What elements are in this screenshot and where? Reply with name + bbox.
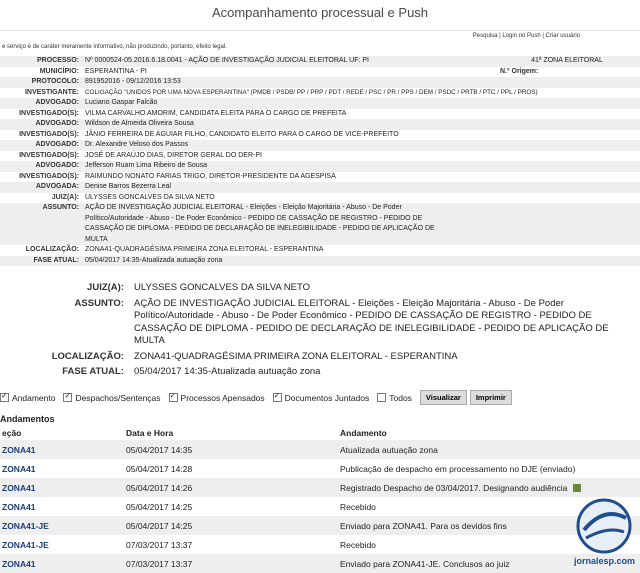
- row-andamento: Registrado Despacho de 03/04/2017. Designando audiência: [338, 478, 640, 497]
- row-data: 07/03/2017 13:37: [126, 539, 193, 550]
- row-processo: [0, 56, 640, 67]
- checkbox-documentos-juntados[interactable]: [273, 393, 282, 402]
- visualizar-button[interactable]: Visualizar: [420, 390, 467, 405]
- zoom-row-assunto: [0, 298, 640, 348]
- row-party: [0, 172, 640, 183]
- table-row: [0, 440, 640, 459]
- row-party: [0, 140, 640, 151]
- col-data: Data e Hora: [126, 428, 174, 438]
- zoom-fase-label: FASE ATUAL:: [62, 366, 124, 377]
- zoom-row-fase: [0, 366, 640, 379]
- checkbox-todos[interactable]: [377, 393, 386, 402]
- row-localizacao: [0, 245, 640, 256]
- filter-label: Documentos Juntados: [284, 392, 370, 403]
- processo-label: PROCESSO:: [0, 56, 82, 67]
- filter-label: Despachos/Sentenças: [75, 392, 161, 403]
- party-value: Luciano Gaspar Falcão: [82, 98, 640, 109]
- row-party: [0, 161, 640, 172]
- row-fase: [0, 256, 640, 267]
- party-label: INVESTIGADO(S):: [19, 130, 79, 138]
- andamentos-title: Andamentos: [0, 414, 55, 424]
- party-label: ADVOGADO:: [0, 161, 82, 172]
- link-criar-usuario[interactable]: Criar usuário: [545, 33, 580, 39]
- row-party: [0, 130, 640, 141]
- zoom-assunto-label: ASSUNTO:: [74, 297, 124, 309]
- row-party: [0, 151, 640, 162]
- zoom-fase-value: 05/04/2017 14:35-Atualizada autuação zona: [134, 366, 321, 377]
- row-party: [0, 193, 640, 204]
- imprimir-button[interactable]: Imprimir: [470, 390, 512, 405]
- table-header: [0, 426, 640, 440]
- row-andamento: Publicação de despacho em processamento no DJE (enviado): [340, 463, 576, 474]
- assunto-value: AÇÃO DE INVESTIGAÇÃO JUDICIAL ELEITORAL - Eleições - Eleição Majoritária - Abuso - De Poder Político/Autoridade - Abuso - De Poder Econômico - PEDIDO DE CASSAÇÃO DE REGISTRO - PEDIDO DE CASSAÇÃO DE DIPLOMA - PEDIDO DE DECLARAÇÃO DE INELEGIBILIDADE - PEDIDO DE APLICAÇÃO DE MULTA: [82, 203, 640, 245]
- zoom-row-localizacao: [0, 351, 640, 364]
- filter-label: Andamento: [12, 392, 56, 403]
- protocolo-label: PROTOCOLO:: [0, 77, 82, 88]
- row-secao[interactable]: ZONA41: [0, 554, 124, 573]
- checkbox-despachos[interactable]: [63, 393, 72, 402]
- party-label: INVESTIGADO(S):: [19, 172, 79, 180]
- processo-value: Nº 0000524-05.2016.6.18.0041 - AÇÃO DE INVESTIGAÇÃO JUDICIAL ELEITORAL UF: PI: [82, 56, 494, 67]
- table-row: [0, 535, 640, 554]
- link-pesquisa[interactable]: Pesquisa: [472, 33, 498, 39]
- row-party: [0, 119, 640, 130]
- row-investigante: [0, 88, 640, 99]
- row-andamento: Recebido: [340, 539, 376, 550]
- row-party: [0, 98, 640, 109]
- checkbox-processos-apensados[interactable]: [169, 393, 178, 402]
- row-party: [0, 109, 640, 120]
- fase-value: 05/04/2017 14:35-Atualizada autuação zona: [82, 256, 640, 267]
- zoom-localizacao-value: ZONA41-QUADRAGÉSIMA PRIMEIRA ZONA ELEITORAL - ESPERANTINA: [134, 350, 458, 362]
- municipio-value: ESPERANTINA - PI: [85, 67, 147, 75]
- party-value: Denise Barros Bezerra Leal: [82, 182, 640, 193]
- party-label: ADVOGADA:: [0, 182, 82, 193]
- checkbox-andamento[interactable]: [0, 393, 9, 402]
- table-row: [0, 459, 640, 478]
- table-row: [0, 478, 640, 497]
- investigante-value: COLIGAÇÃO "UNIDOS POR UMA NOVA ESPERANTINA" (PMDB / PSDB/ PP / PRP / PDT / REDE / PSC / PR / PPS / DEM / PSDC / PRTB / PTC / PPL / PROS): [85, 88, 538, 96]
- localizacao-label: LOCALIZAÇÃO:: [25, 246, 79, 253]
- document-icon[interactable]: [573, 484, 581, 492]
- investigante-label: INVESTIGANTE:: [24, 88, 79, 96]
- row-assunto: [0, 203, 640, 245]
- row-secao[interactable]: ZONA41: [2, 501, 36, 512]
- row-andamento: Recebido: [340, 501, 376, 512]
- top-links: Pesquisa | Login no Push | Criar usuário: [472, 33, 580, 39]
- row-data: 05/04/2017 14:25: [126, 501, 193, 512]
- table-row: [0, 497, 640, 516]
- zoom-juiz-label: JUIZ(A):: [87, 282, 124, 293]
- party-value: Dr. Alexandre Veloso dos Passos: [82, 140, 640, 151]
- party-label: ADVOGADO:: [0, 98, 82, 109]
- row-secao[interactable]: ZONA41: [2, 463, 36, 474]
- row-municipio: [0, 67, 640, 78]
- process-info-table: [0, 56, 640, 266]
- zoomed-details: [0, 282, 640, 382]
- row-data: 07/03/2017 13:37: [124, 554, 338, 573]
- party-value: ULYSSES GONCALVES DA SILVA NETO: [85, 193, 215, 201]
- localizacao-value: ZONA41-QUADRAGÉSIMA PRIMEIRA ZONA ELEITORAL - ESPERANTINA: [85, 246, 324, 253]
- info-notice: e serviço é de caráter meramente informativo, não produzindo, portanto, efeito legal.: [2, 44, 227, 50]
- party-value: Jefferson Ruam Lima Ribeiro de Sousa: [82, 161, 640, 172]
- zoom-juiz-value: ULYSSES GONCALVES DA SILVA NETO: [134, 282, 310, 293]
- zoom-localizacao-label: LOCALIZAÇÃO:: [51, 350, 124, 362]
- party-value: VILMA CARVALHO AMORIM, CANDIDATA ELEITA PARA O CARGO DE PREFEITA: [85, 109, 347, 117]
- fase-label: FASE ATUAL:: [0, 256, 82, 267]
- zona-badge: 41ª ZONA ELEITORAL: [494, 56, 640, 67]
- table-row: [0, 554, 640, 573]
- row-data: 05/04/2017 14:25: [124, 516, 338, 535]
- row-secao[interactable]: ZONA41: [0, 478, 124, 497]
- table-row: [0, 516, 640, 535]
- party-label: INVESTIGADO(S):: [19, 151, 79, 159]
- zoom-assunto-value: AÇÃO DE INVESTIGAÇÃO JUDICIAL ELEITORAL - Eleições - Eleição Majoritária - Abuso - De Poder Político/Autoridade - Abuso - De Poder Econômico - PEDIDO DE CASSAÇÃO DE REGISTRO - PEDIDO DE CASSAÇÃO DE DIPLOMA - PEDIDO DE DECLARAÇÃO DE INELEGIBILIDADE - PEDIDO DE APLICAÇÃO DE MULTA: [134, 297, 609, 346]
- andamentos-table: [0, 426, 640, 573]
- row-secao[interactable]: ZONA41: [0, 440, 124, 459]
- col-andamento: Andamento: [340, 428, 387, 438]
- filter-label: Processos Apensados: [180, 392, 265, 403]
- party-value: RAIMUNDO NONATO FARIAS TRIGO, DIRETOR-PRESIDENTE DA AGESPISA: [85, 172, 336, 180]
- row-data: 05/04/2017 14:28: [126, 463, 193, 474]
- municipio-label: MUNICÍPIO:: [39, 67, 79, 75]
- row-data: 05/04/2017 14:35: [124, 440, 338, 459]
- row-data: 05/04/2017 14:26: [124, 478, 338, 497]
- party-label: ADVOGADO:: [0, 119, 82, 130]
- col-secao: eção: [2, 428, 22, 438]
- row-secao[interactable]: ZONA41-JE: [2, 539, 49, 550]
- watermark-text: jornalesp.com: [574, 556, 636, 566]
- zoom-row-juiz: [0, 282, 640, 295]
- page-title: Acompanhamento processual e Push: [0, 0, 640, 31]
- link-login-push[interactable]: Login no Push: [502, 33, 541, 39]
- party-value: Wildson de Almeida Oliveira Sousa: [82, 119, 640, 130]
- party-value: JÂNIO FERREIRA DE AGUIAR FILHO, CANDIDATO ELEITO PARA O CARGO DE VICE-PREFEITO: [85, 130, 399, 138]
- row-andamento: Enviado para ZONA41-JE. Conclusos ao juiz: [338, 554, 640, 573]
- row-secao[interactable]: ZONA41-JE: [0, 516, 124, 535]
- row-andamento: Atualizada autuação zona: [338, 440, 640, 459]
- protocolo-value: 891952016 - 09/12/2016 13:53: [82, 77, 640, 88]
- filter-label: Todos: [389, 392, 412, 403]
- origem-label: N.º Origem:: [500, 67, 539, 75]
- party-label: INVESTIGADO(S):: [19, 109, 79, 117]
- party-label: JUIZ(A):: [51, 193, 79, 201]
- row-andamento: Enviado para ZONA41. Para os devidos fins: [338, 516, 640, 535]
- row-protocolo: [0, 77, 640, 88]
- party-label: ADVOGADO:: [0, 140, 82, 151]
- assunto-label: ASSUNTO:: [0, 203, 82, 245]
- party-value: JOSÉ DE ARAÚJO DIAS, DIRETOR GERAL DO DER-PI: [85, 151, 262, 159]
- row-party: [0, 182, 640, 193]
- filter-bar: [0, 390, 512, 405]
